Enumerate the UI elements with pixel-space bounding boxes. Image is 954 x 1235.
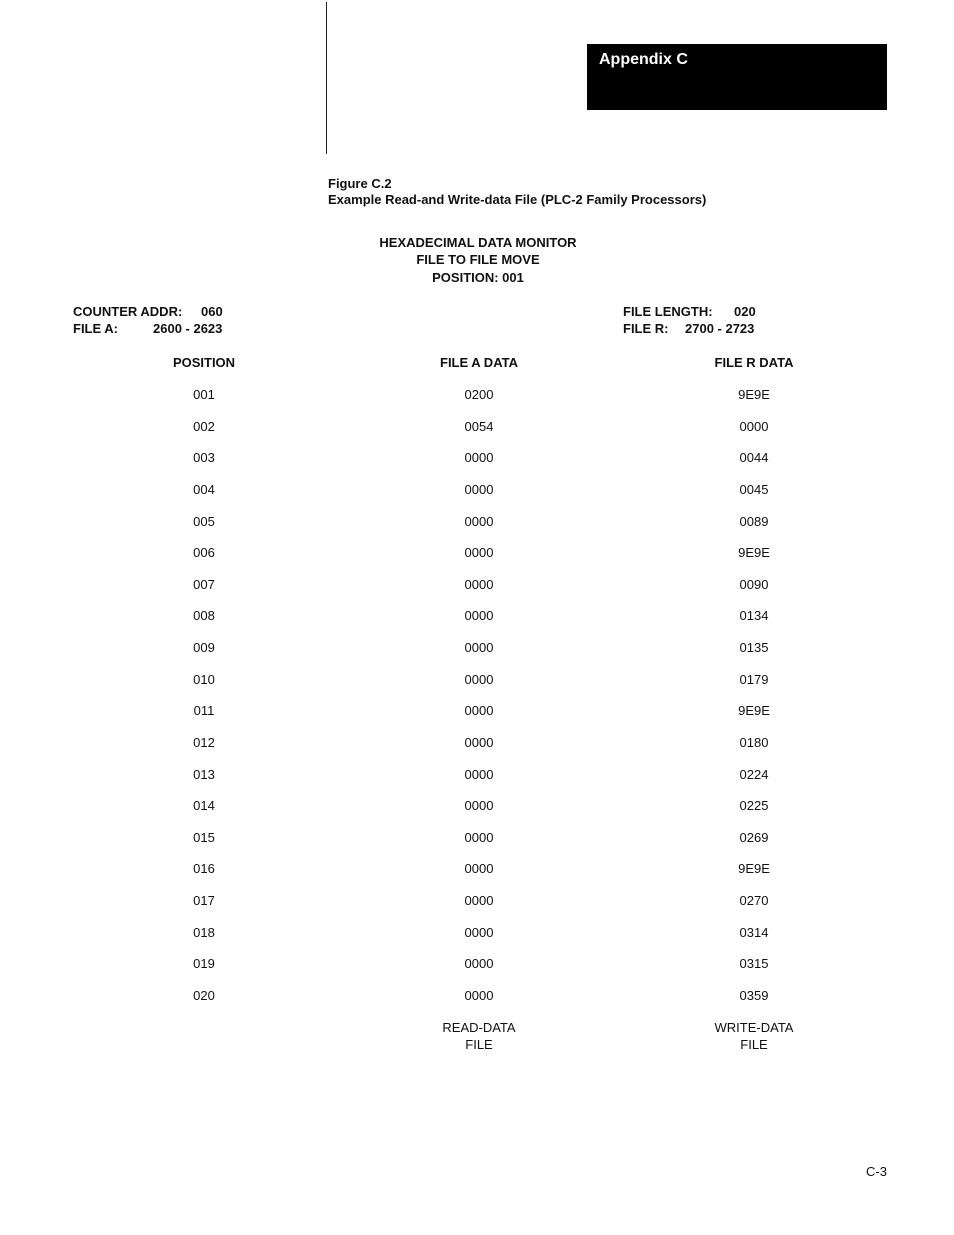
cell-file-r-data: 0224 — [739, 767, 769, 782]
counter-addr-field — [73, 304, 223, 319]
cell-file-a-data: 0000 — [464, 988, 494, 1003]
cell-file-a-data: 0000 — [464, 925, 494, 940]
cell-file-a-data: 0000 — [464, 703, 494, 718]
cell-file-r-data: 0045 — [739, 482, 769, 497]
write-data-line2: FILE — [740, 1037, 768, 1052]
cell-file-r-data: 0315 — [739, 956, 769, 971]
cell-position: 018 — [193, 925, 215, 940]
cell-position: 005 — [193, 514, 215, 529]
cell-position: 015 — [193, 830, 215, 845]
counter-addr-label: COUNTER ADDR: — [73, 304, 183, 319]
cell-position: 020 — [193, 988, 215, 1003]
counter-addr-value: 060 — [201, 304, 223, 319]
write-data-line1: WRITE-DATA — [714, 1020, 794, 1035]
cell-position: 001 — [193, 387, 215, 402]
cell-position: 004 — [193, 482, 215, 497]
read-data-line1: READ-DATA — [442, 1020, 516, 1035]
cell-file-r-data: 0270 — [739, 893, 769, 908]
read-data-line2: FILE — [465, 1037, 493, 1052]
cell-position: 017 — [193, 893, 215, 908]
cell-file-r-data: 0000 — [739, 419, 769, 434]
header-file-a-data: FILE A DATA — [440, 355, 518, 370]
cell-file-a-data: 0000 — [464, 861, 494, 876]
cell-file-a-data: 0000 — [464, 735, 494, 750]
cell-file-a-data: 0000 — [464, 640, 494, 655]
cell-position: 008 — [193, 608, 215, 623]
cell-position: 010 — [193, 672, 215, 687]
cell-file-r-data: 0089 — [739, 514, 769, 529]
appendix-header-tab — [587, 44, 887, 110]
cell-file-a-data: 0000 — [464, 577, 494, 592]
cell-file-r-data: 9E9E — [738, 387, 770, 402]
appendix-title: Appendix C — [599, 51, 688, 68]
cell-position: 009 — [193, 640, 215, 655]
file-length-label: FILE LENGTH: — [623, 304, 713, 319]
figure-caption: Example Read-and Write-data File (PLC-2 Family Processors) — [328, 192, 707, 207]
cell-file-a-data: 0000 — [464, 956, 494, 971]
cell-file-a-data: 0000 — [464, 482, 494, 497]
cell-file-r-data: 9E9E — [738, 545, 770, 560]
cell-file-a-data: 0000 — [464, 514, 494, 529]
file-a-label: FILE A: — [73, 321, 119, 336]
cell-file-r-data: 0225 — [739, 798, 769, 813]
cell-position: 003 — [193, 450, 215, 465]
cell-file-r-data: 0314 — [739, 925, 769, 940]
margin-rule — [326, 2, 327, 154]
cell-file-r-data: 0180 — [739, 735, 769, 750]
file-r-label: FILE R: — [623, 321, 669, 336]
header-position: POSITION — [172, 355, 236, 370]
cell-file-r-data: 0359 — [739, 988, 769, 1003]
cell-position: 002 — [193, 419, 215, 434]
file-length-field — [623, 304, 756, 319]
header-file-r-data: FILE R DATA — [714, 355, 794, 370]
cell-file-r-data: 0179 — [739, 672, 769, 687]
figure-label: Figure C.2 — [328, 176, 392, 191]
file-r-field — [623, 321, 755, 336]
file-length-value: 020 — [734, 304, 756, 319]
cell-file-r-data: 0090 — [739, 577, 769, 592]
cell-position: 013 — [193, 767, 215, 782]
cell-file-a-data: 0000 — [464, 672, 494, 687]
cell-file-r-data: 0135 — [739, 640, 769, 655]
cell-file-a-data: 0054 — [464, 419, 494, 434]
read-data-file-label — [379, 1019, 579, 1053]
cell-file-a-data: 0000 — [464, 830, 494, 845]
cell-file-a-data: 0000 — [464, 767, 494, 782]
cell-position: 016 — [193, 861, 215, 876]
cell-position: 006 — [193, 545, 215, 560]
write-data-file-label — [654, 1019, 854, 1053]
cell-file-a-data: 0000 — [464, 608, 494, 623]
cell-file-r-data: 0044 — [739, 450, 769, 465]
cell-position: 011 — [193, 703, 215, 718]
file-a-field — [73, 321, 223, 336]
cell-file-r-data: 0269 — [739, 830, 769, 845]
cell-position: 007 — [193, 577, 215, 592]
cell-file-a-data: 0000 — [464, 450, 494, 465]
cell-file-r-data: 9E9E — [738, 861, 770, 876]
monitor-title: HEXADECIMAL DATA MONITOR — [379, 235, 577, 250]
cell-file-a-data: 0200 — [464, 387, 494, 402]
cell-file-r-data: 9E9E — [738, 703, 770, 718]
cell-file-a-data: 0000 — [464, 545, 494, 560]
cell-position: 012 — [193, 735, 215, 750]
monitor-subtitle: FILE TO FILE MOVE — [416, 252, 540, 267]
cell-file-a-data: 0000 — [464, 798, 494, 813]
cell-position: 014 — [193, 798, 215, 813]
cell-file-r-data: 0134 — [739, 608, 769, 623]
cell-position: 019 — [193, 956, 215, 971]
file-a-value: 2600 - 2623 — [153, 321, 223, 336]
monitor-position: POSITION: 001 — [432, 270, 524, 285]
cell-file-a-data: 0000 — [464, 893, 494, 908]
page-number: C-3 — [866, 1164, 887, 1179]
file-r-value: 2700 - 2723 — [685, 321, 755, 336]
